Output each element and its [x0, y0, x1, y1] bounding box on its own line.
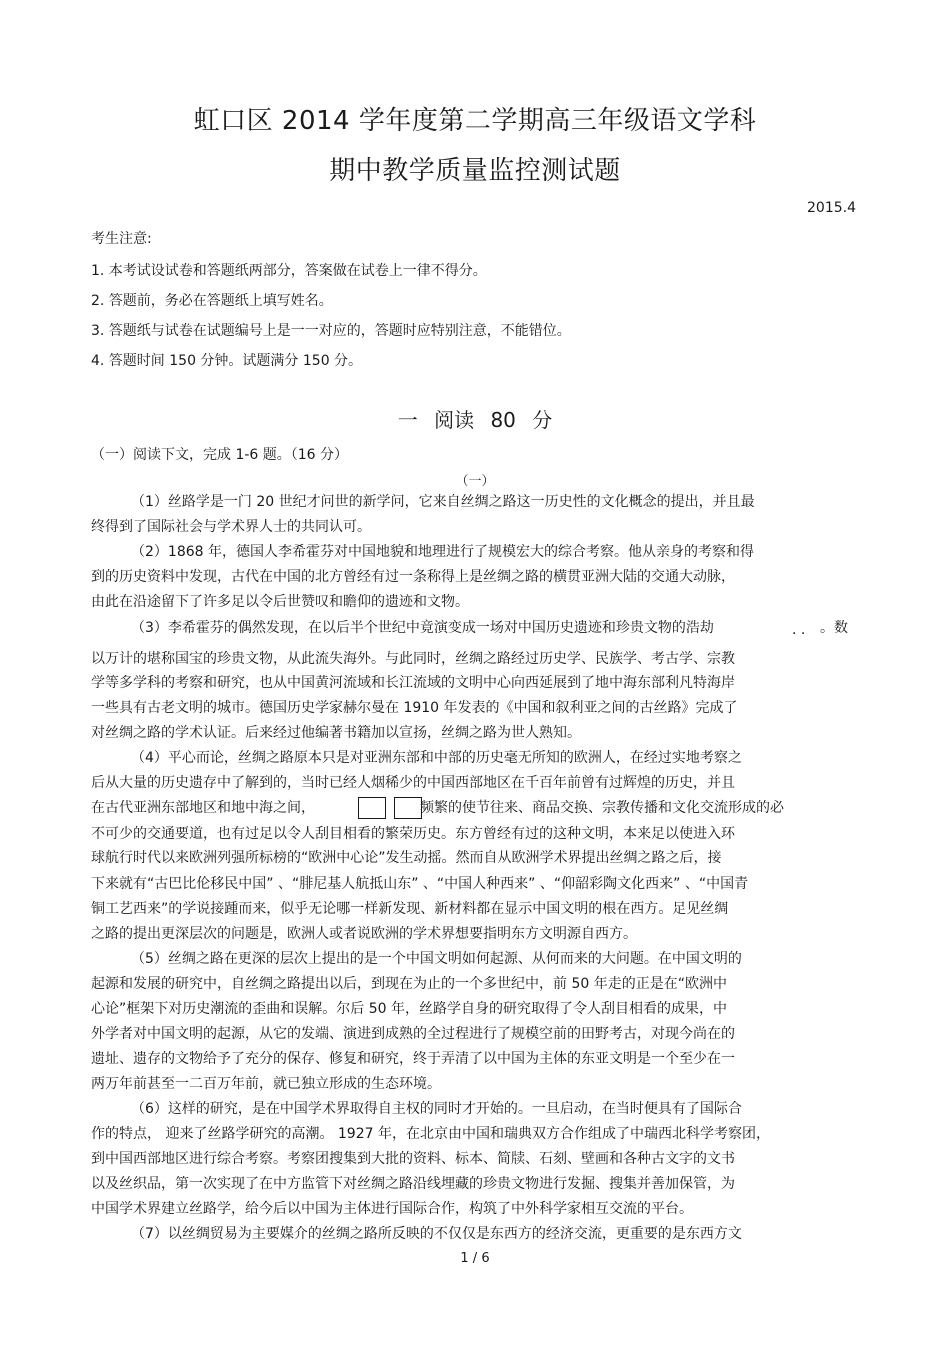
exam-date: 2015.4 — [807, 200, 856, 216]
subsection-instruction: （一）阅读下文，完成 1-6 题。（16 分） — [91, 447, 349, 463]
passage-line: 以及丝织品，第一次实现了在中方监管下对丝绸之路沿线埋藏的珍贵文物进行发掘、搜集并善加保管，为 — [91, 1176, 735, 1192]
passage-line: 以万计的堪称国宝的珍贵文物，从此流失海外。与此同时，丝绸之路经过历史学、民族学、考古学、宗教 — [91, 651, 735, 667]
exam-title-line2: 期中教学质量监控测试题 — [329, 156, 621, 186]
passage-line: 球航行时代以来欧洲列强所标榜的“欧洲中心论”发生动摇。然而自从欧洲学术界提出丝绸之路之后，接 — [91, 850, 722, 866]
passage-line: 不可少的交通要道，也有过足以令人刮目相看的繁荣历史。东方曾经有过的这种文明，本来足以使进入环 — [91, 826, 735, 842]
notice-item: 2. 答题前，务必在答题纸上填写姓名。 — [91, 293, 333, 309]
passage-line: （4）平心而论，丝绸之路原本只是对亚洲东部和中部的历史毫无所知的欧洲人，在经过实地考察之 — [131, 750, 742, 766]
passage-line: 遗址、遗存的文物给予了充分的保存、修复和研究，终于弄清了以中国为主体的东亚文明是一个至少在一 — [91, 1051, 735, 1067]
notice-heading: 考生注意: — [91, 231, 152, 247]
passage-line: （1）丝路学是一门 20 世纪才问世的新学问，它来自丝绸之路这一历史性的文化概念的提出，并且最 — [131, 494, 755, 510]
notice-item: 4. 答题时间 150 分钟。试题满分 150 分。 — [91, 353, 363, 369]
passage-line: 下来就有“古巴比伦移民中国” 、“腓尼基人航抵山东” 、“中国人种西来” 、“仰韶彩陶文化西来” 、“中国青 — [91, 876, 749, 892]
passage-line: 终得到了国际社会与学术界人士的共同认可。 — [91, 519, 371, 535]
page-number: 1 / 6 — [460, 1251, 490, 1266]
passage-line: 之路的提出更深层次的问题是，欧洲人或者说欧洲的学术界想要指明东方文明源自西方。 — [91, 926, 637, 942]
passage-line: （3）李希霍芬的偶然发现，在以后半个世纪中竟演变成一场对中国历史遗迹和珍贵文物的浩劫 — [131, 620, 714, 636]
passage-line: 铜工艺西来”的学说接踵而来，似乎无论哪一样新发现、新材料都在显示中国文明的根在西方。足见丝绸 — [91, 901, 729, 917]
passage-line: 起源和发展的研究中，自丝绸之路提出以后，到现在为止的一个多世纪中，前 50 年走的正是在“欧洲中 — [91, 976, 727, 992]
exam-title-line1: 虹口区 2014 学年度第二学期高三年级语文学科 — [193, 106, 757, 136]
passage-line: 心论”框架下对历史潮流的歪曲和误解。尔后 50 年，丝路学自身的研究取得了令人刮目相看的成果，中 — [91, 1001, 727, 1017]
passage-line: 学等多学科的考察和研究，也从中国黄河流域和长江流域的文明中心向西延展到了地中海东部利凡特海岸 — [91, 675, 735, 691]
notice-item: 3. 答题纸与试卷在试题编号上是一一对应的，答题时应特别注意，不能错位。 — [91, 323, 571, 339]
passage-line: 一些具有古老文明的城市。德国历史学家赫尔曼在 1910 年发表的《中国和叙利亚之间的古丝路》完成了 — [91, 700, 738, 716]
passage-line: 由此在沿途留下了许多足以令后世赞叹和瞻仰的遗迹和文物。 — [91, 594, 469, 610]
passage-line: 外学者对中国文明的起源，从它的发端、演进到成熟的全过程进行了规模空前的田野考古，对现今尚在的 — [91, 1026, 735, 1042]
passage-line: 两万年前甚至一二百万年前，就已独立形成的生态环境。 — [91, 1076, 441, 1092]
passage-line: 。数 — [820, 620, 848, 636]
passage-label: （一） — [455, 474, 495, 489]
notice-item: 1. 本考试设试卷和答题纸两部分，答案做在试卷上一律不得分。 — [91, 263, 487, 279]
passage-line: （6）这样的研究，是在中国学术界取得自主权的同时才开始的。一旦启动，在当时便具有了国际合 — [131, 1101, 742, 1117]
answer-blank-box[interactable] — [358, 797, 386, 819]
passage-line: （5）丝绸之路在更深的层次上提出的是一个中国文明如何起源、从何而来的大问题。在中国文明的 — [131, 951, 742, 967]
emphasis-dots: . . — [792, 622, 806, 638]
passage-line: 对丝绸之路的学术认证。后来经过他编著书籍加以宣扬，丝绸之路为世人熟知。 — [91, 725, 581, 741]
passage-line: 在古代亚洲东部地区和地中海之间， — [91, 800, 315, 816]
passage-line: 作的特点， 迎来了丝路学研究的高潮。 1927 年，在北京由中国和瑞典双方合作组成了中瑞西北科学考察团， — [91, 1126, 770, 1142]
section-title: 一 阅读 80 分 — [397, 408, 553, 432]
passage-line: 后从大量的历史遗存中了解到的，当时已经人烟稀少的中国西部地区在千百年前曾有过辉煌的历史，并且 — [91, 775, 735, 791]
passage-line: 中国学术界建立丝路学，给今后以中国为主体进行国际合作，构筑了中外科学家相互交流的平台。 — [91, 1201, 693, 1217]
passage-line: 到中国西部地区进行综合考察。考察团搜集到大批的资料、标本、简牍、石刻、壁画和各种古文字的文书 — [91, 1151, 735, 1167]
passage-line: （2）1868 年，德国人李希霍芬对中国地貌和地理进行了规模宏大的综合考察。他从亲身的考察和得 — [131, 544, 754, 560]
passage-line: （7）以丝绸贸易为主要媒介的丝绸之路所反映的不仅仅是东西方的经济交流，更重要的是东西方文 — [131, 1226, 742, 1242]
passage-line: 频繁的使节往来、商品交换、宗教传播和文化交流形成的必 — [420, 800, 784, 816]
answer-blank-box[interactable] — [394, 797, 422, 819]
passage-line: 到的历史资料中发现，古代在中国的北方曾经有过一条称得上是丝绸之路的横贯亚洲大陆的交通大动脉， — [91, 569, 735, 585]
